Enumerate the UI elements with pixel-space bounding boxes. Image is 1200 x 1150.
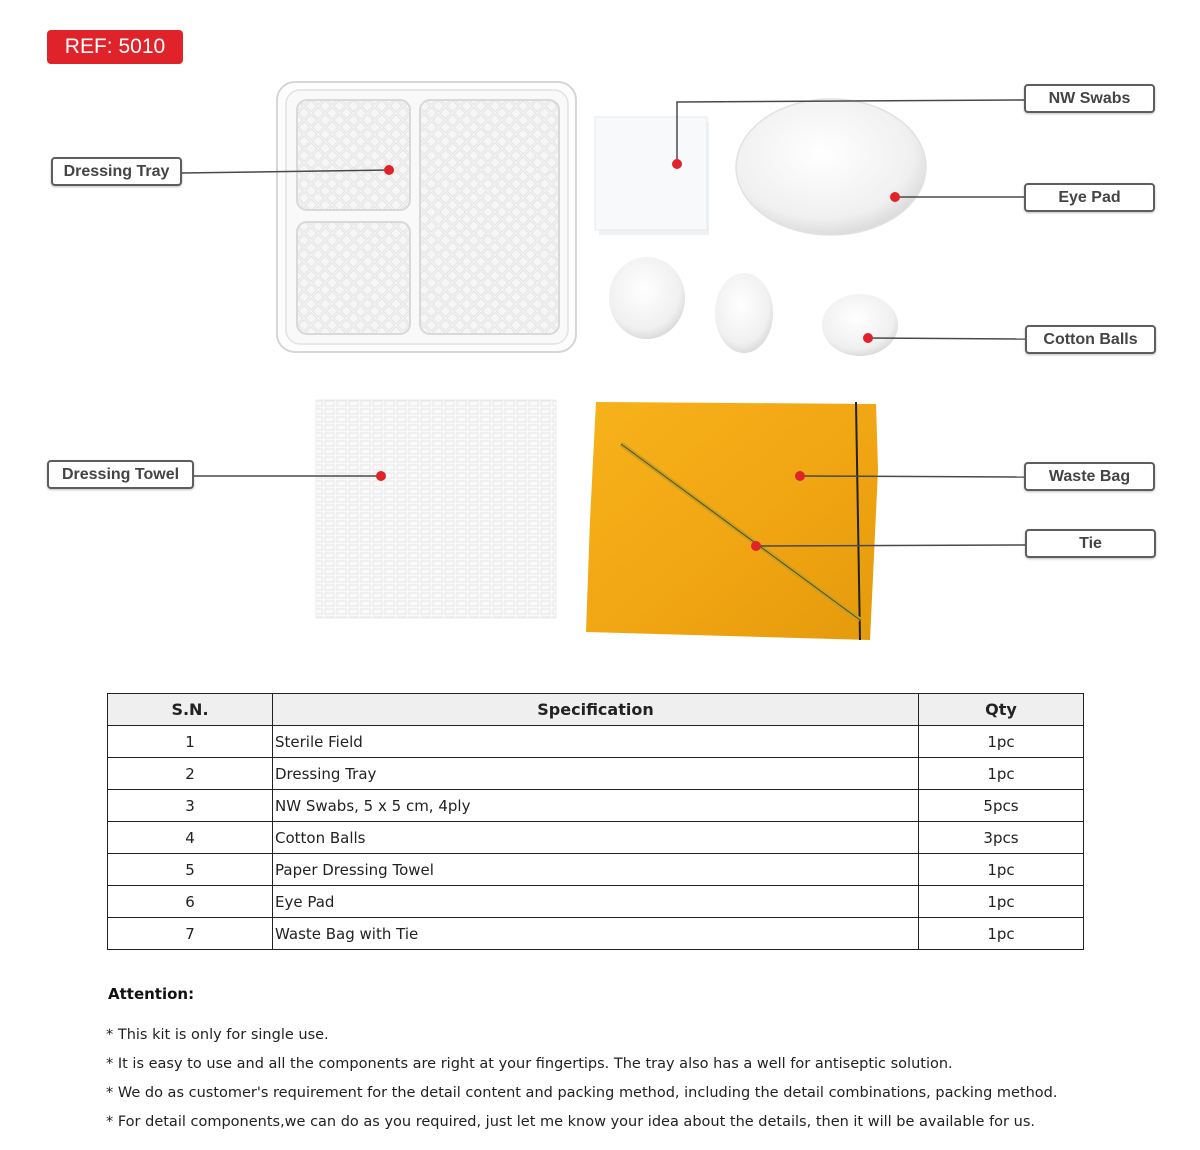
- table-row: [108, 726, 1084, 758]
- cell-spec: Sterile Field: [273, 726, 919, 758]
- dressing-tray-image: [277, 82, 576, 352]
- label-tie: Tie: [1025, 529, 1156, 558]
- header-sn: S.N.: [108, 694, 273, 726]
- attention-note: * We do as customer's requirement for the detail content and packing method, including the detail combinations, packing method.: [106, 1085, 1058, 1101]
- header-specification: Specification: [273, 694, 919, 726]
- marker-dot: [863, 333, 873, 343]
- cell-qty: 1pc: [919, 886, 1084, 918]
- cell-sn: 5: [108, 854, 273, 886]
- cell-sn: 3: [108, 790, 273, 822]
- marker-dot: [890, 192, 900, 202]
- waste-bag-image: [586, 402, 878, 640]
- cell-qty: 1pc: [919, 758, 1084, 790]
- label-nw-swabs: NW Swabs: [1024, 84, 1155, 113]
- cell-spec: Eye Pad: [273, 886, 919, 918]
- eye-pad-image: [736, 99, 926, 235]
- marker-dot: [672, 159, 682, 169]
- cell-qty: 1pc: [919, 918, 1084, 950]
- marker-dot: [376, 471, 386, 481]
- table-row: [108, 822, 1084, 854]
- label-dressing-tray: Dressing Tray: [51, 157, 182, 186]
- cell-qty: 3pcs: [919, 822, 1084, 854]
- label-dressing-towel: Dressing Towel: [47, 460, 194, 489]
- cell-spec: Dressing Tray: [273, 758, 919, 790]
- marker-dot: [751, 541, 761, 551]
- cell-spec: Waste Bag with Tie: [273, 918, 919, 950]
- cell-sn: 2: [108, 758, 273, 790]
- table-row: [108, 854, 1084, 886]
- marker-dot: [384, 165, 394, 175]
- attention-note: * It is easy to use and all the components are right at your fingertips. The tray also has a well for antiseptic solution.: [106, 1056, 953, 1072]
- cell-qty: 5pcs: [919, 790, 1084, 822]
- label-eye-pad: Eye Pad: [1024, 183, 1155, 212]
- header-qty: Qty: [919, 694, 1084, 726]
- marker-dot: [795, 471, 805, 481]
- label-cotton-balls: Cotton Balls: [1025, 325, 1156, 354]
- label-waste-bag: Waste Bag: [1024, 462, 1155, 491]
- cell-spec: NW Swabs, 5 x 5 cm, 4ply: [273, 790, 919, 822]
- cell-sn: 4: [108, 822, 273, 854]
- nw-swabs-image: [595, 117, 709, 235]
- cell-sn: 7: [108, 918, 273, 950]
- specification-table: [107, 693, 1084, 950]
- dressing-towel-image: [316, 400, 556, 618]
- cell-spec: Cotton Balls: [273, 822, 919, 854]
- attention-note: * This kit is only for single use.: [106, 1027, 329, 1043]
- cotton-balls-image: [609, 257, 898, 356]
- table-row: [108, 918, 1084, 950]
- cell-qty: 1pc: [919, 726, 1084, 758]
- cell-qty: 1pc: [919, 854, 1084, 886]
- table-header-row: [108, 694, 1084, 726]
- table-row: [108, 758, 1084, 790]
- table-row: [108, 886, 1084, 918]
- cell-sn: 1: [108, 726, 273, 758]
- cell-sn: 6: [108, 886, 273, 918]
- attention-title: Attention:: [108, 985, 195, 1003]
- table-row: [108, 790, 1084, 822]
- ref-badge: REF: 5010: [47, 30, 183, 64]
- cell-spec: Paper Dressing Towel: [273, 854, 919, 886]
- attention-note: * For detail components,we can do as you required, just let me know your idea about the details, then it will be available for us.: [106, 1114, 1035, 1130]
